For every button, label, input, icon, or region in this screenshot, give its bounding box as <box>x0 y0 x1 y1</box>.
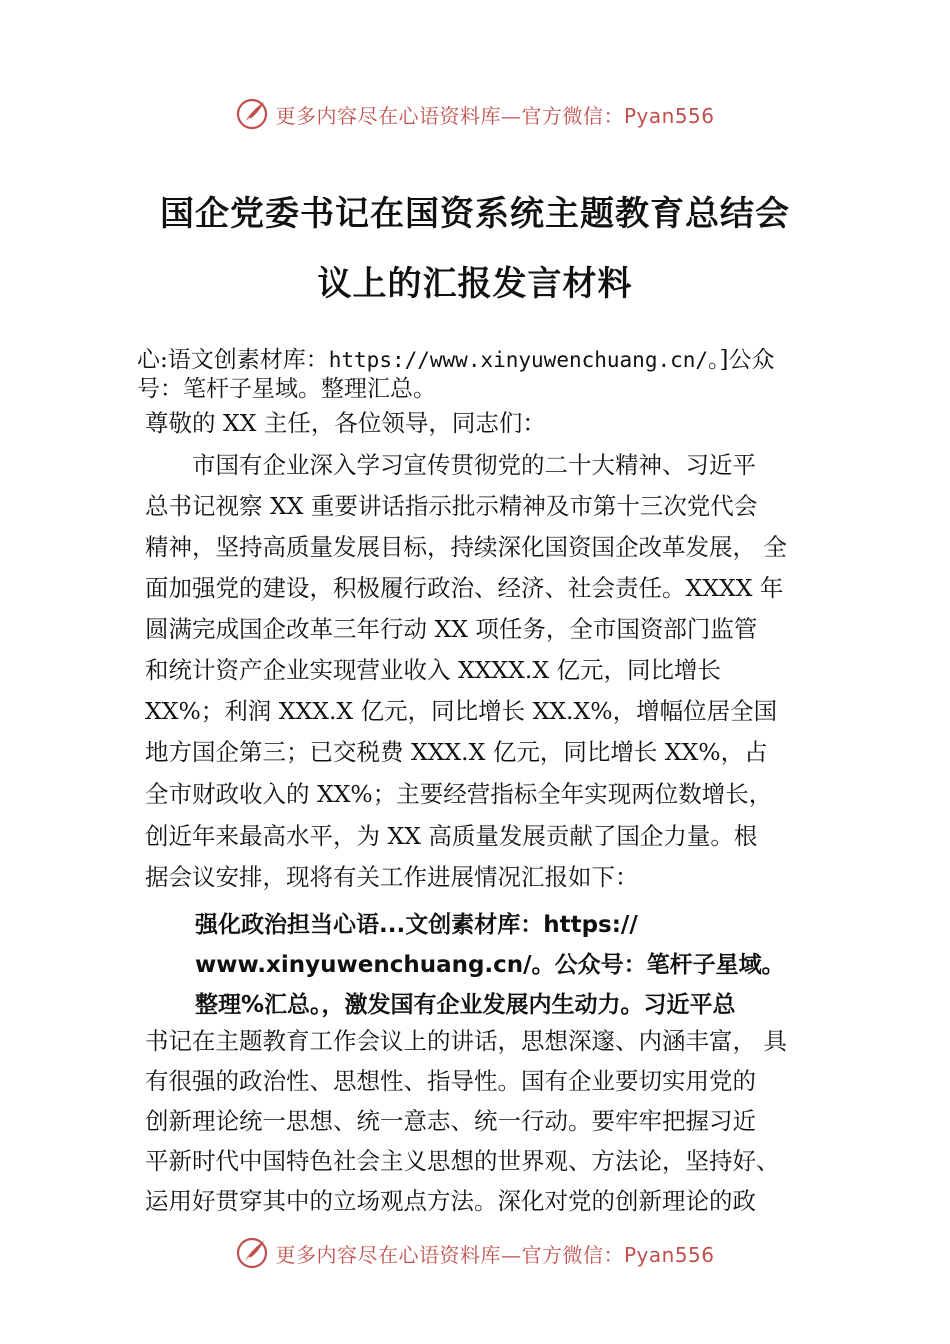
paragraph-line: 创近年来最高水平，为 XX 高质量发展贡献了国企力量。根 <box>145 822 758 850</box>
wechat-id: Pyan556 <box>623 1242 715 1267</box>
paragraph-line: 面加强党的建设，积极履行政治、经济、社会责任。XXXX 年 <box>145 574 784 602</box>
heading-line: 整理%汇总。，激发国有企业发展内生动力。习近平总 <box>195 992 736 1018</box>
salutation: 尊敬的 XX 主任，各位领导，同志们： <box>145 409 546 437</box>
heading-line: www.xinyuwenchuang.cn/。公众号：笔杆子星域。 <box>195 952 785 978</box>
paragraph-line: 平新时代中国特色社会主义思想的世界观、方法论，坚持好、 <box>145 1147 780 1175</box>
document-title-line-1: 国企党委书记在国资系统主题教育总结会 <box>160 194 790 234</box>
header-banner <box>0 94 950 134</box>
paragraph-line: 据会议安排，现将有关工作进展情况汇报如下： <box>145 863 639 891</box>
paragraph-line: 市国有企业深入学习宣传贯彻党的二十大精神、习近平 <box>145 451 756 479</box>
banner-slogan: 更多内容尽在心语资料库—官方微信： <box>275 103 624 128</box>
paragraph-line: 地方国企第三；已交税费 XXX.X 亿元，同比增长 XX%，占 <box>145 738 768 766</box>
paragraph-line: XX%；利润 XXX.X 亿元，同比增长 XX.X%，增幅位居全国 <box>145 697 778 725</box>
banner-text <box>275 100 714 129</box>
footer-banner <box>0 1233 950 1273</box>
heading-line: 强化政治担当心语...文创素材库：https:// <box>195 912 638 938</box>
source-suffix: 。]公众 <box>708 347 775 373</box>
quill-pen-logo-icon <box>235 97 269 131</box>
banner-text <box>275 1239 714 1268</box>
quill-pen-logo-icon <box>235 1236 269 1270</box>
paragraph-line: 创新理论统一思想、统一意志、统一行动。要牢牢把握习近 <box>145 1107 756 1135</box>
paragraph-line: 运用好贯穿其中的立场观点方法。深化对党的创新理论的政 <box>145 1187 756 1215</box>
paragraph-line: 精神，坚持高质量发展目标，持续深化国资国企改革发展， 全 <box>145 533 787 561</box>
paragraph-line: 有很强的政治性、思想性、指导性。国有企业要切实用党的 <box>145 1067 756 1095</box>
banner-slogan: 更多内容尽在心语资料库—官方微信： <box>275 1242 624 1267</box>
paragraph-line: 圆满完成国企改革三年行动 XX 项任务，全市国资部门监管 <box>145 615 758 643</box>
source-note-line-2: 号：笔杆子星域。整理汇总。 <box>137 376 436 402</box>
wechat-id: Pyan556 <box>623 103 715 128</box>
paragraph-line: 全市财政收入的 XX%；主要经营指标全年实现两位数增长， <box>145 780 773 808</box>
source-url: https://www.xinyuwenchuang.cn/ <box>328 348 709 372</box>
paragraph-line: 和统计资产企业实现营业收入 XXXX.X 亿元，同比增长 <box>145 656 722 684</box>
paragraph-line: 总书记视察 XX 重要讲话指示批示精神及市第十三次党代会 <box>145 492 758 520</box>
source-label: 心:语文创素材库： <box>137 347 329 373</box>
document-title-line-2: 议上的汇报发言材料 <box>317 264 633 304</box>
paragraph-line: 书记在主题教育工作会议上的讲话，思想深邃、内涵丰富， 具 <box>145 1027 787 1055</box>
